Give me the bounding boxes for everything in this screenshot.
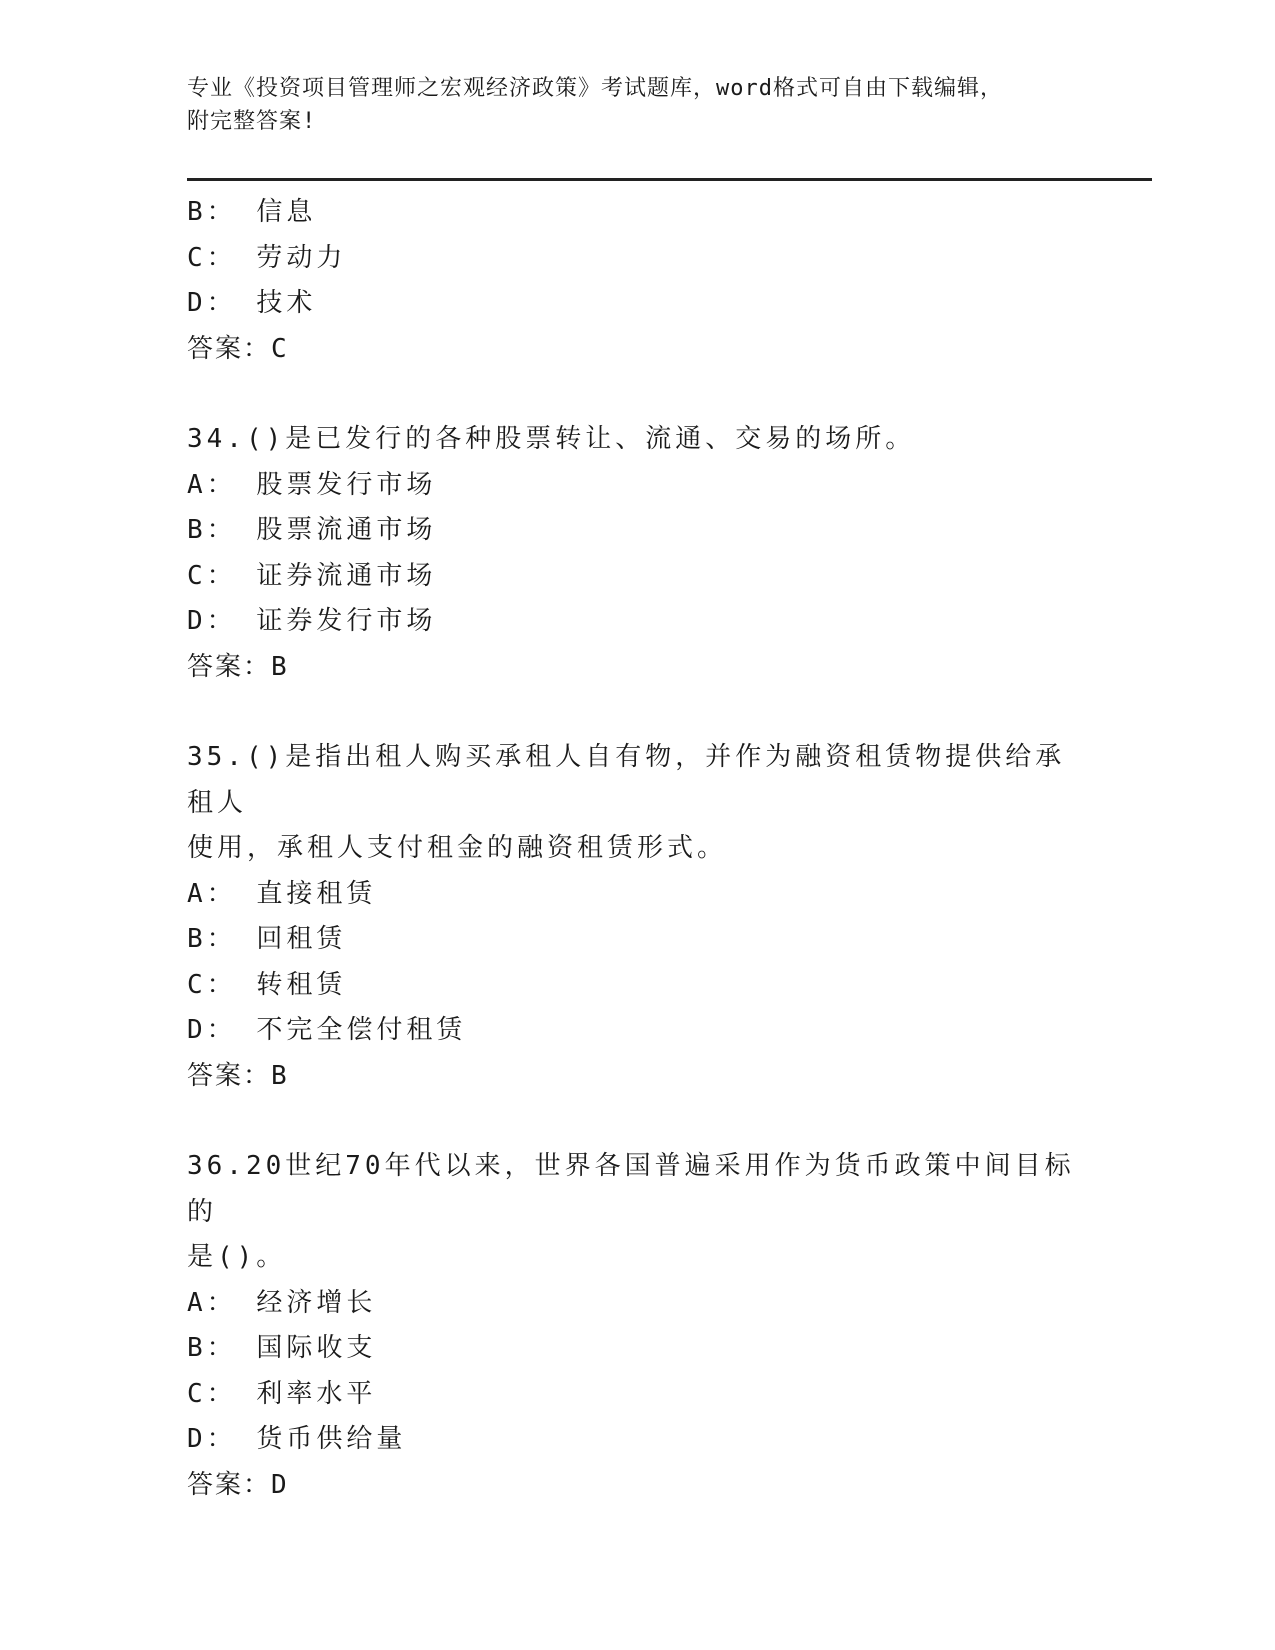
header-line-1: 专业《投资项目管理师之宏观经济政策》考试题库，word格式可自由下载编辑， xyxy=(187,76,1003,101)
answer-value: C xyxy=(271,333,289,364)
option-b: B： 国际收支 xyxy=(187,1333,377,1363)
question-stem-continued: 是()。 xyxy=(187,1242,287,1272)
question-list xyxy=(187,190,1087,1508)
answer-line: 答案：C xyxy=(187,333,289,364)
question-stem: 34.()是已发行的各种股票转让、流通、交易的场所。 xyxy=(187,424,916,454)
question-block-33 xyxy=(187,190,1087,372)
answer-value: B xyxy=(271,651,289,682)
header-line-2: 附完整答案! xyxy=(187,109,317,134)
answer-line: 答案：B xyxy=(187,1060,289,1091)
option-c: C： 转租赁 xyxy=(187,969,347,1000)
question-block-34 xyxy=(187,417,1087,690)
option-a: A： 直接租赁 xyxy=(187,878,377,909)
document-header xyxy=(187,72,1087,138)
question-stem-continued: 使用，承租人支付租金的融资租赁形式。 xyxy=(187,833,728,863)
question-block-35 xyxy=(187,735,1087,1099)
question-stem: 36.20世纪70年代以来，世界各国普遍采用作为货币政策中间目标的 xyxy=(187,1151,1075,1227)
question-block-36 xyxy=(187,1144,1087,1508)
answer-line: 答案：D xyxy=(187,1469,289,1500)
header-divider xyxy=(187,178,1152,181)
answer-line: 答案：B xyxy=(187,651,289,682)
option-b: B： 回租赁 xyxy=(187,924,347,954)
question-stem: 35.()是指出租人购买承租人自有物，并作为融资租赁物提供给承租人 xyxy=(187,742,1066,818)
option-c: C： 劳动力 xyxy=(187,242,347,273)
option-d: D： 货币供给量 xyxy=(187,1424,407,1454)
answer-value: D xyxy=(271,1469,289,1500)
option-c: C： 证券流通市场 xyxy=(187,560,437,591)
option-a: A： 经济增长 xyxy=(187,1287,377,1318)
option-d: D： 不完全偿付租赁 xyxy=(187,1015,467,1045)
answer-value: B xyxy=(271,1060,289,1091)
option-c: C： 利率水平 xyxy=(187,1378,377,1409)
option-b: B： 信息 xyxy=(187,197,317,227)
option-a: A： 股票发行市场 xyxy=(187,469,437,500)
option-b: B： 股票流通市场 xyxy=(187,515,437,545)
option-d: D： 证券发行市场 xyxy=(187,606,437,636)
option-d: D： 技术 xyxy=(187,288,317,318)
